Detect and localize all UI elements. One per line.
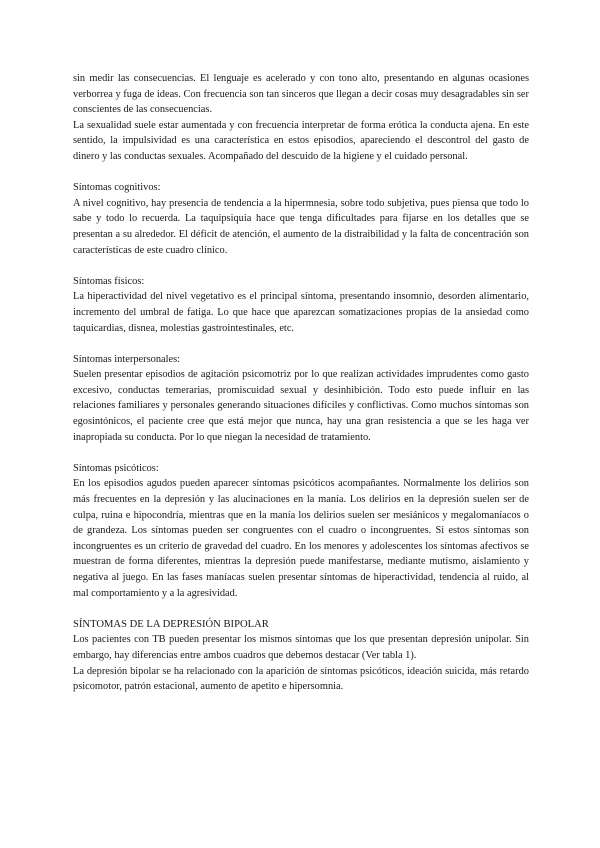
intro-paragraph-2: La sexualidad suele estar aumentada y con frecuencia interpretar de forma erótica la conducta ajena. En este sentido, la impulsividad es una característica en estos episodios, apareciendo el descontrol del gasto de dinero y las conductas sexuales. Acompañado del descuido de la higiene y el cuidado personal. (73, 119, 529, 162)
spacer (73, 165, 529, 181)
psychotic-heading: Síntomas psicóticos: (73, 462, 159, 474)
spacer (73, 601, 529, 617)
physical-text: La hiperactividad del nivel vegetativo es el principal síntoma, presentando insomnio, desorden alimentario, incremento del umbral de fatiga. Lo que hace que aparezcan somatizaciones propias de la ansiedad como taquicardias, disnea, molestias gastrointestinales, etc. (73, 291, 529, 334)
interpersonal-text: Suelen presentar episodios de agitación psicomotriz por lo que realizan actividades imprudentes como gasto excesivo, conductas temerarias, promiscuidad sexual y desinhibición. Todo esto puede influir en las relaciones familiares y personales generando situaciones difíciles y conflictivas. Como muchos síntomas son egosintónicos, el paciente cree que está mejor que nunca, hay una gran resistencia a que se les haga ver inapropiada su conducta. Por lo que niegan la necesidad de tratamiento. (73, 369, 529, 443)
bipolar-depression-paragraph-2: La depresión bipolar se ha relacionado con la aparición de síntomas psicóticos, ideación suicida, más retardo psicomotor, patrón estacional, aumento de apetito e hipersomnia. (73, 665, 529, 693)
physical-heading: Síntomas físicos: (73, 275, 145, 287)
intro-section (73, 71, 529, 165)
spacer (73, 445, 529, 461)
physical-section (73, 274, 529, 336)
bipolar-depression-section (73, 617, 529, 695)
cognitive-heading: Síntomas cognitivos: (73, 182, 161, 194)
psychotic-section (73, 461, 529, 601)
spacer (73, 258, 529, 274)
intro-paragraph-1: sin medir las consecuencias. El lenguaje es acelerado y con tono alto, presentando en algunas ocasiones verborrea y fuga de ideas. Con frecuencia son tan sinceros que llegan a decir cosas muy desagradables sin ser conscientes de las consecuencias. (73, 73, 529, 116)
interpersonal-section (73, 352, 529, 446)
psychotic-text: En los episodios agudos pueden aparecer síntomas psicóticos acompañantes. Normalmente los delirios son más frecuentes en la depresión y las alucinaciones en la manía. Los delirios en la depresión suelen ser de culpa, ruina e hipocondría, mientras que en la manía los delirios suelen ser mesiánicos y megalomaníacos o de grandeza. Los síntomas pueden ser congruentes con el cuadro o incongruentes. Si estos síntomas son incongruentes es un criterio de gravedad del cuadro. En los menores y adolescentes los síntomas afectivos se muestran de forma diferentes, mientras la depresión puede manifestarse, mediante mutismo, aislamiento y negativa al juego. En las fases maníacas suelen presentar síntomas de hiperactividad, tendencia al ruido, al mal comportamiento y a la agresividad. (73, 478, 529, 599)
bipolar-depression-heading: SÍNTOMAS DE LA DEPRESIÓN BIPOLAR (73, 618, 269, 630)
bipolar-depression-paragraph-1: Los pacientes con TB pueden presentar los mismos síntomas que los que presentan depresión unipolar. Sin embargo, hay diferencias entre ambos cuadros que debemos destacar (Ver tabla 1). (73, 634, 529, 661)
interpersonal-heading: Síntomas interpersonales: (73, 353, 181, 365)
document-page (73, 71, 529, 695)
spacer (73, 336, 529, 352)
cognitive-section (73, 180, 529, 258)
cognitive-text: A nivel cognitivo, hay presencia de tendencia a la hipermnesia, sobre todo subjetiva, pues piensa que todo lo sabe y todo lo recuerda. La taquipsiquia hace que tenga dificultades para fijarse en los detalles que se presentan a su alrededor. El déficit de atención, el aumento de la distraibilidad y la falta de concentración son características de este cuadro clínico. (73, 197, 529, 256)
